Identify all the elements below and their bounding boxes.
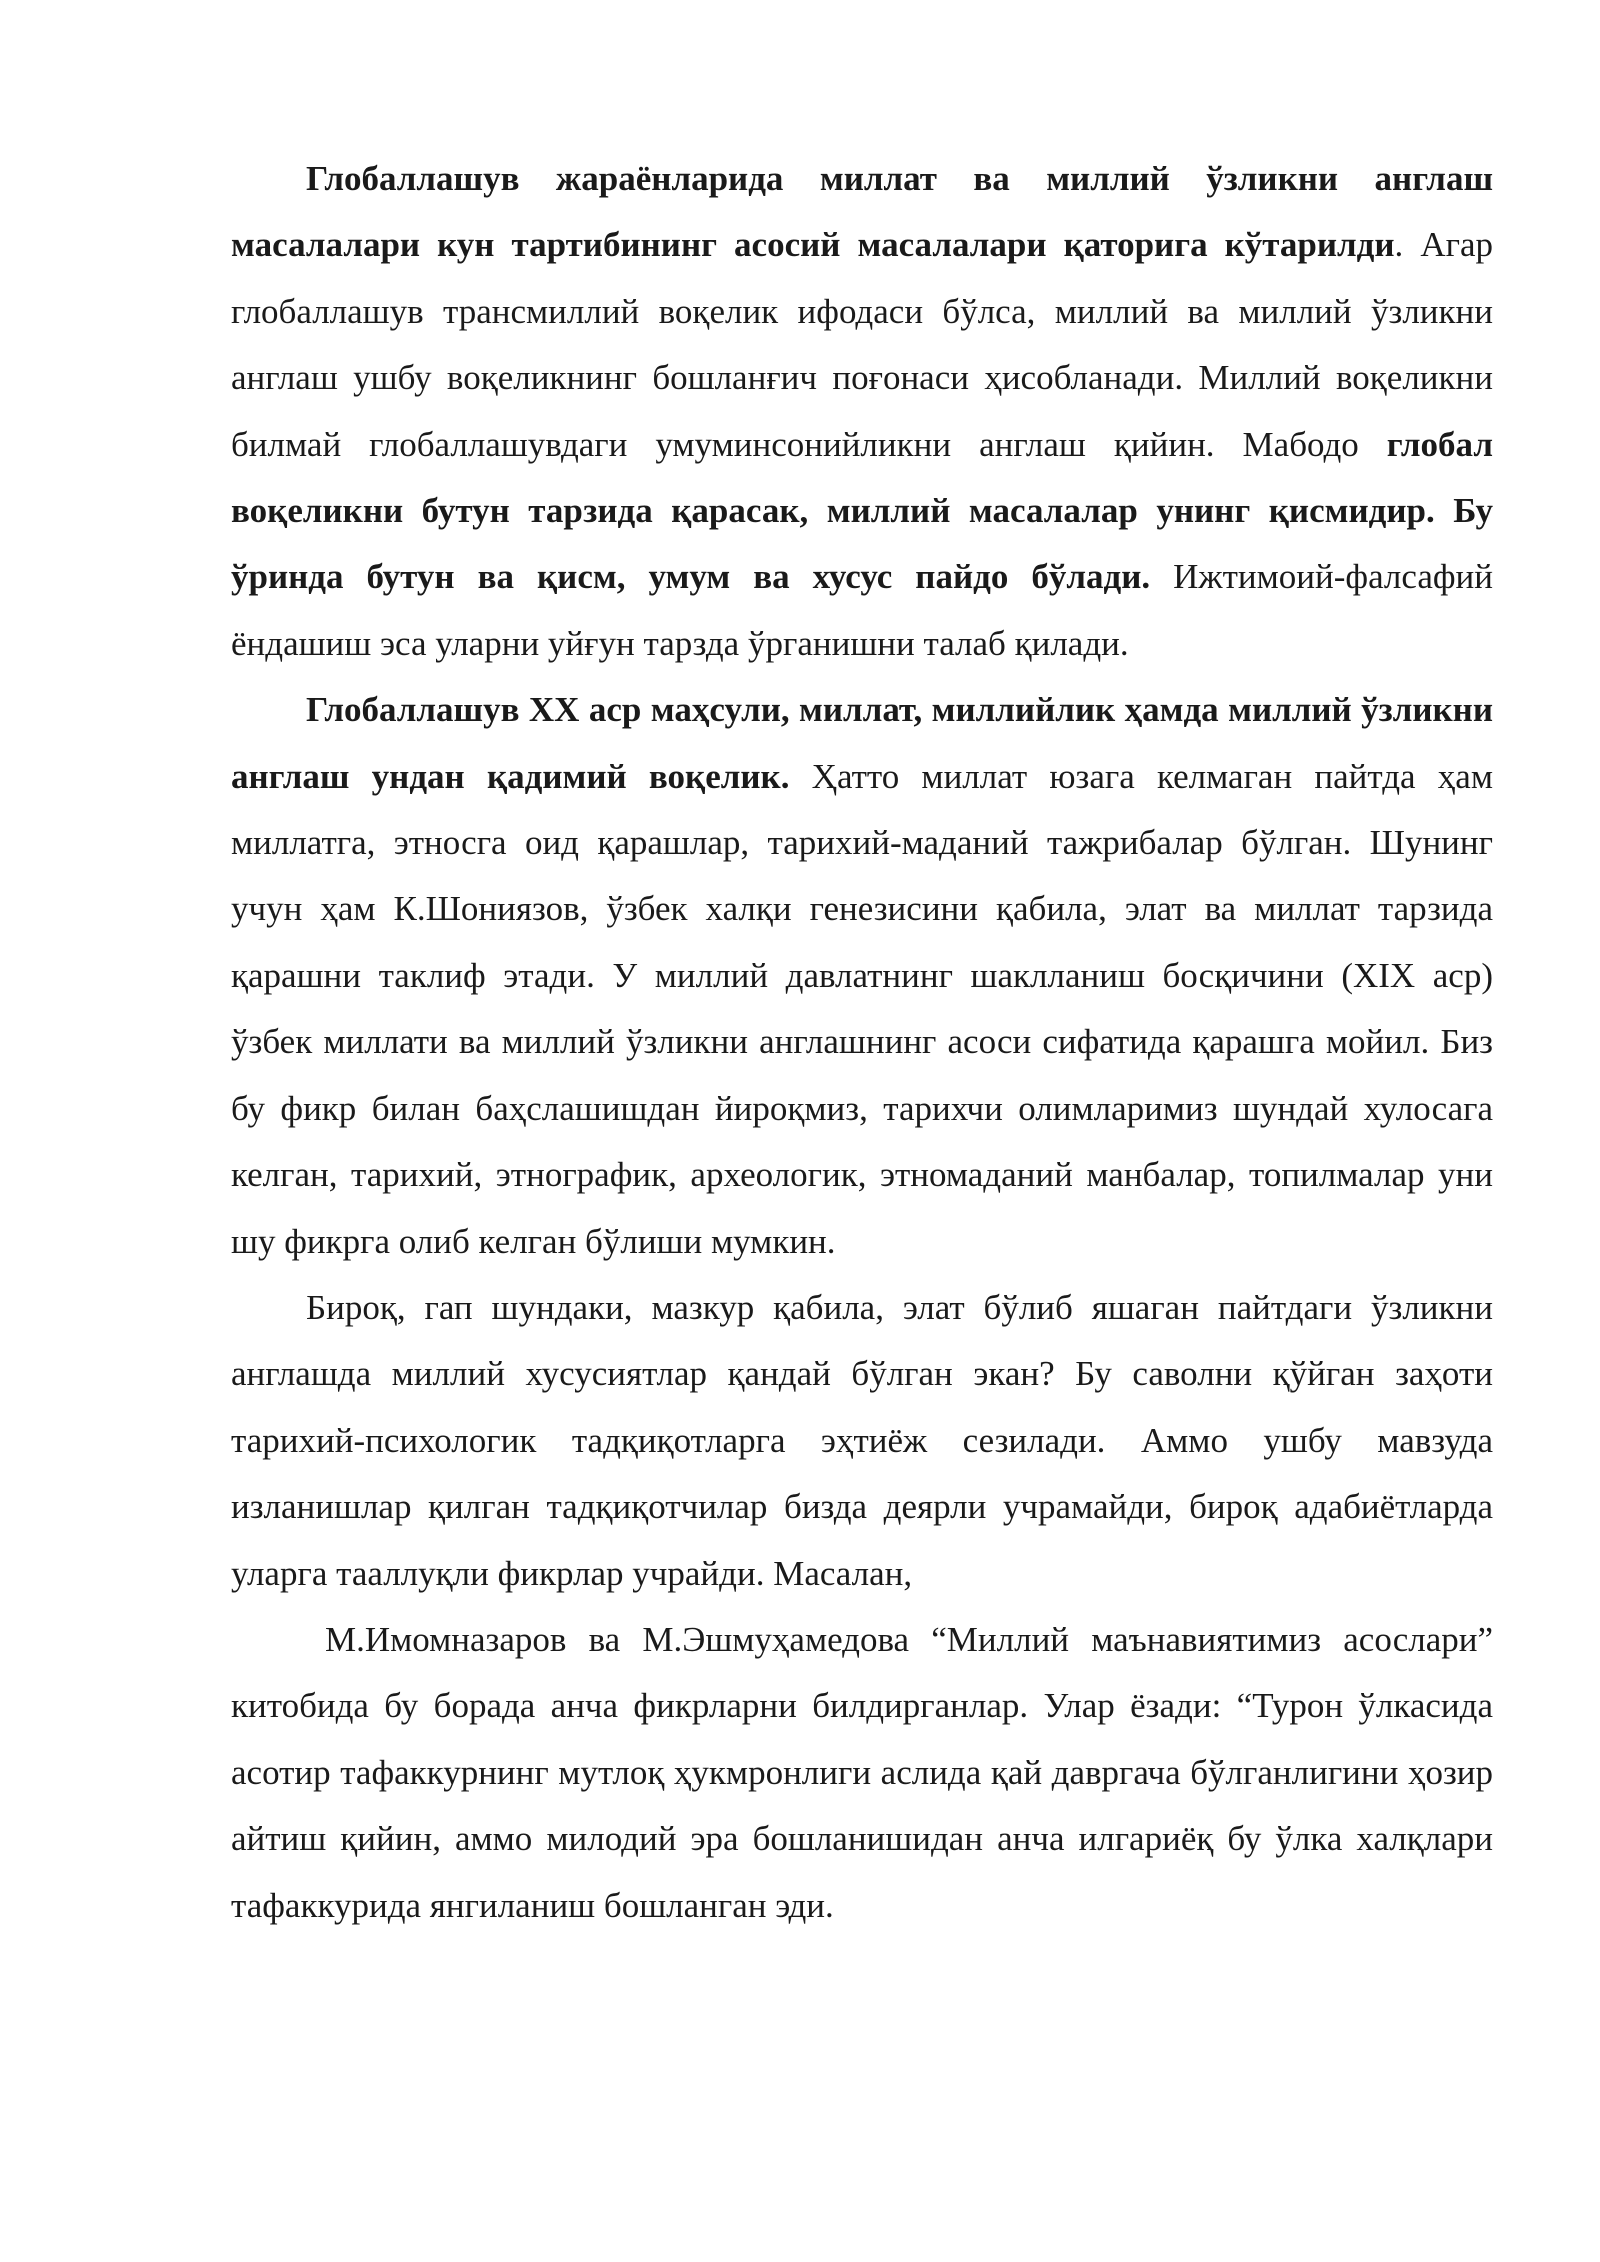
paragraph-imomnazarov-quote (231, 1607, 1493, 1939)
text-segment-bold: Глобаллашув XX аср маҳсули, миллат, миллийлик ҳамда миллий ўзликни англаш ундан қадимий воқелик. (231, 690, 1493, 796)
paragraph-globalization-identity (231, 146, 1493, 677)
document-page (231, 146, 1493, 1939)
text-segment: Бироқ, гап шундаки, мазкур қабила, элат бўлиб яшаган пайтдаги ўзликни англашда миллий хусусиятлар қандай бўлган экан? Бу саволни қўйган заҳоти тарихий-психологик тадқиқотларга эҳтиёж сезилади. Аммо ушбу мавзуда изланишлар қилган тадқиқотчилар бизда деярли учрамайди, бироқ адабиётларда уларга тааллуқли фикрлар учрайди. Масалан, (231, 1287, 1493, 1593)
text-segment: Ҳатто миллат юзага келмаган пайтда ҳам миллатга, этносга оид қарашлар, тарихий-маданий тажрибалар бўлган. Шунинг учун ҳам К.Шониязов, ўзбек халқи генезисини қабила, элат ва миллат тарзида қарашни таклиф этади. У миллий давлатнинг шаклланиш босқичини (XIX аср) ўзбек миллати ва миллий ўзликни англашнинг асоси сифатида қарашга мойил. Биз бу фикр билан баҳслашишдан йироқмиз, тарихчи олимларимиз шундай хулосага келган, тарихий, этнографик, археологик, этномаданий манбалар, топилмалар уни шу фикрга олиб келган бўлиши мумкин. (231, 756, 1493, 1261)
text-segment: . Агар глобаллашув трансмиллий воқелик ифодаси бўлса, миллий ва миллий ўзликни англаш ушбу воқеликнинг бошланғич поғонаси ҳисобланади. Миллий воқеликни билмай глобаллашувдаги умуминсонийликни англаш қийин. Мабодо (231, 225, 1493, 464)
paragraph-tribe-identity (231, 1275, 1493, 1607)
text-segment-bold: Глобаллашув жараёнларида миллат ва миллий ўзликни англаш масалалари кун тартибининг асосий масалалари қаторига кўтарилди (231, 159, 1493, 265)
text-segment: Ижтимоий-фалсафий ёндашиш эса уларни уйғун тарзда ўрганишни талаб қилади. (231, 557, 1494, 663)
text-segment: М.Имомназаров ва М.Эшмуҳамедова “Миллий маънавиятимиз асослари” китобида бу борада анча фикрларни билдирганлар. Улар ёзади: “Турон ўлкасида асотир тафаккурнинг мутлоқ ҳукмронлиги аслида қай давргача бўлганлигини ҳозир айтиш қийин, аммо милодий эра бошланишидан анча илгариёқ бу ўлка халқлари тафаккурида янгиланиш бошланган эди. (231, 1619, 1493, 1925)
paragraph-globalization-xx-century (231, 677, 1493, 1275)
text-segment-bold: глобал воқеликни бутун тарзида қарасак, миллий масалалар унинг қисмидир. Бу ўринда бутун ва қисм, умум ва хусус пайдо бўлади. (231, 424, 1493, 597)
